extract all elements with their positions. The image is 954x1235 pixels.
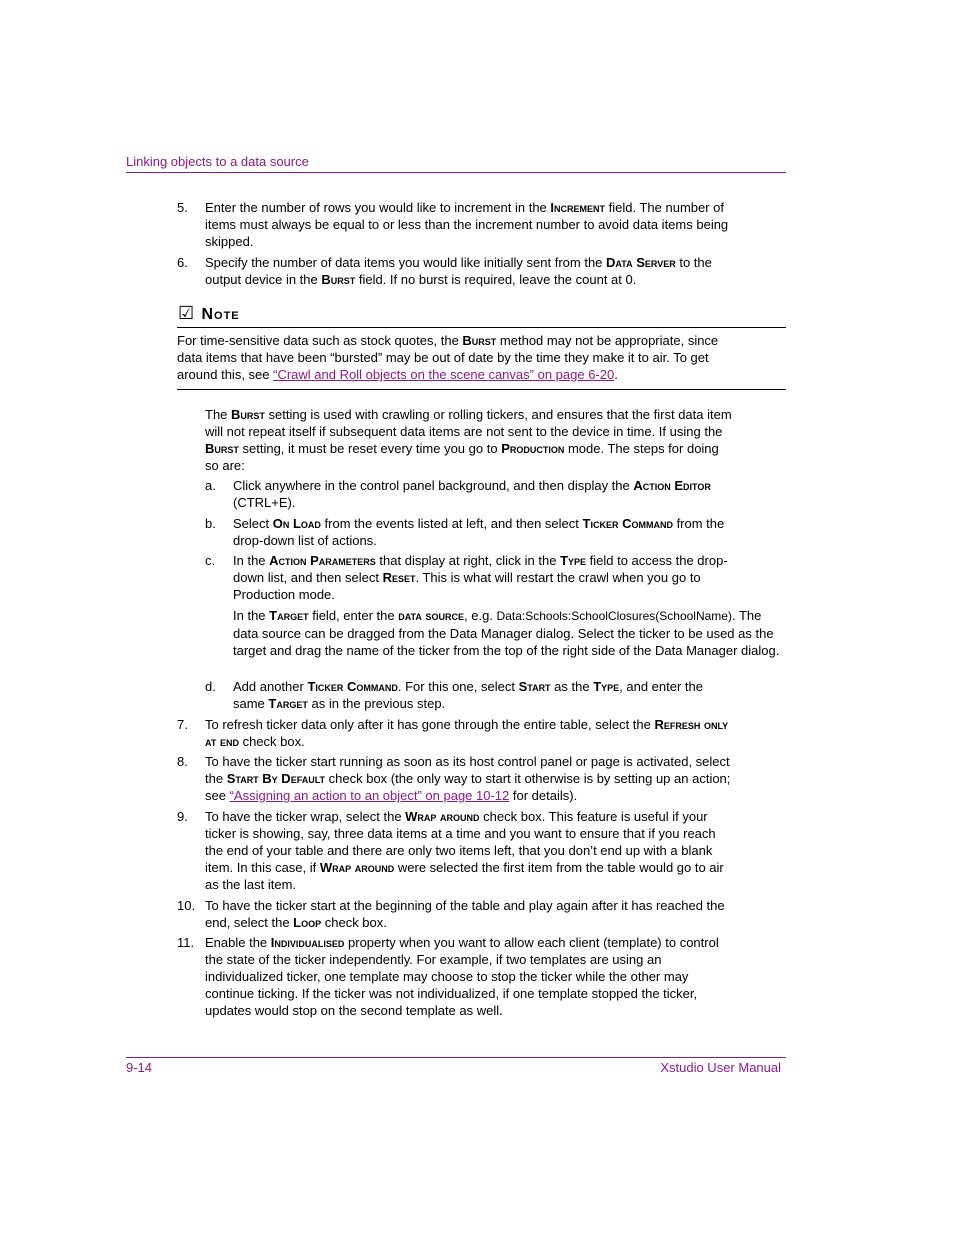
section-header: Linking objects to a data source [126, 154, 309, 169]
step-7-number: 7. [177, 717, 188, 732]
substep-a-label: a. [205, 478, 216, 493]
step-5-text: Enter the number of rows you would like to increment in the Increment field. The number of items must always be equal to or less than the increment number to avoid data items being skipped. [205, 200, 729, 249]
page-number: 9-14 [126, 1060, 153, 1075]
step-11-text: Enable the Individualised property when you want to allow each client (template) to control the state of the ticker independently. For example, if two templates are using an individualized ticker, one template may choose to stop the ticker while the other may continue ticking. If the ticker was not individualized, if one template stopped the ticker, updates would stop on the second template as well. [205, 935, 719, 1018]
substep-b-label: b. [205, 516, 216, 531]
step-5-number: 5. [177, 200, 188, 215]
burst-paragraph: The Burst setting is used with crawling or rolling tickers, and ensures that the first data item will not repeat itself if subsequent data items are not sent to the device in time. If using the Burst setting, it must be reset every time you go to Production mode. The steps for doing so are: [205, 407, 732, 473]
substep-b-text: Select On Load from the events listed at left, and then select Ticker Command from the drop-down list of actions. [233, 516, 725, 548]
note-text: For time-sensitive data such as stock quotes, the Burst method may not be appropriate, since data items that have been “bursted” may be out of date by the time they make it to air. To get around this, see “Crawl and Roll objects on the scene canvas” on page 6-20. [177, 333, 719, 382]
step-8-link[interactable]: “Assigning an action to an object” on page 10-12 [229, 788, 510, 803]
substep-c-text: In the Action Parameters that display at right, click in the Type field to access the drop-down list, and then select Reset. This is what will restart the crawl when you go to Production mode. [233, 553, 728, 602]
step-6-text: Specify the number of data items you would like initially sent from the Data Server to the output device in the Burst field. If no burst is required, leave the count at 0. [205, 255, 712, 287]
step-7-text: To refresh ticker data only after it has gone through the entire table, select the Refresh only at end check box. [205, 717, 729, 749]
substep-c-target-text: In the Target field, enter the data source, e.g. Data:Schools:SchoolClosures(SchoolName). The data source can be dragged from the Data Manager dialog. Select the ticker to be used as the target and drag the name of the ticker from the top of the right side of the Data Manager dialog. [233, 608, 780, 658]
step-10-text: To have the ticker start at the beginning of the table and play again after it has reached the end, select the Loop check box. [205, 898, 725, 930]
step-6-number: 6. [177, 255, 188, 270]
substep-d-label: d. [205, 679, 216, 694]
step-9-text: To have the ticker wrap, select the Wrap around check box. This feature is useful if your ticker is showing, say, three data items at a time and you want to ensure that if you reach the end of your table and there are only two items left, that you don’t end up with a blank item. In this case, if Wrap around were selected the first item from the table would go to air as the last item. [205, 809, 724, 892]
note-divider-top [177, 327, 786, 328]
step-10-number: 10. [177, 898, 196, 913]
substep-d-text: Add another Ticker Command. For this one, select Start as the Type, and enter the same Target as in the previous step. [233, 679, 703, 711]
step-8-number: 8. [177, 754, 188, 769]
checkbox-pencil-icon: ☑ [178, 303, 196, 323]
step-11-number: 11. [177, 935, 195, 950]
step-9-number: 9. [177, 809, 188, 824]
header-divider [126, 172, 786, 173]
footer-divider [126, 1057, 786, 1058]
note-divider-bottom [177, 389, 786, 390]
note-heading [178, 303, 240, 324]
note-link[interactable]: “Crawl and Roll objects on the scene canvas” on page 6-20 [273, 367, 615, 382]
note-title: Note [201, 306, 240, 323]
step-8-text: To have the ticker start running as soon as its host control panel or page is activated, select the Start By Default check box (the only way to start it otherwise is by setting up an action; see “Assigning an action to an object” on page 10-12 for details). [205, 754, 731, 803]
substep-c-label: c. [205, 553, 216, 568]
manual-title: Xstudio User Manual [660, 1060, 781, 1075]
substep-a-text: Click anywhere in the control panel background, and then display the Action Editor (CTRL+E). [233, 478, 711, 510]
